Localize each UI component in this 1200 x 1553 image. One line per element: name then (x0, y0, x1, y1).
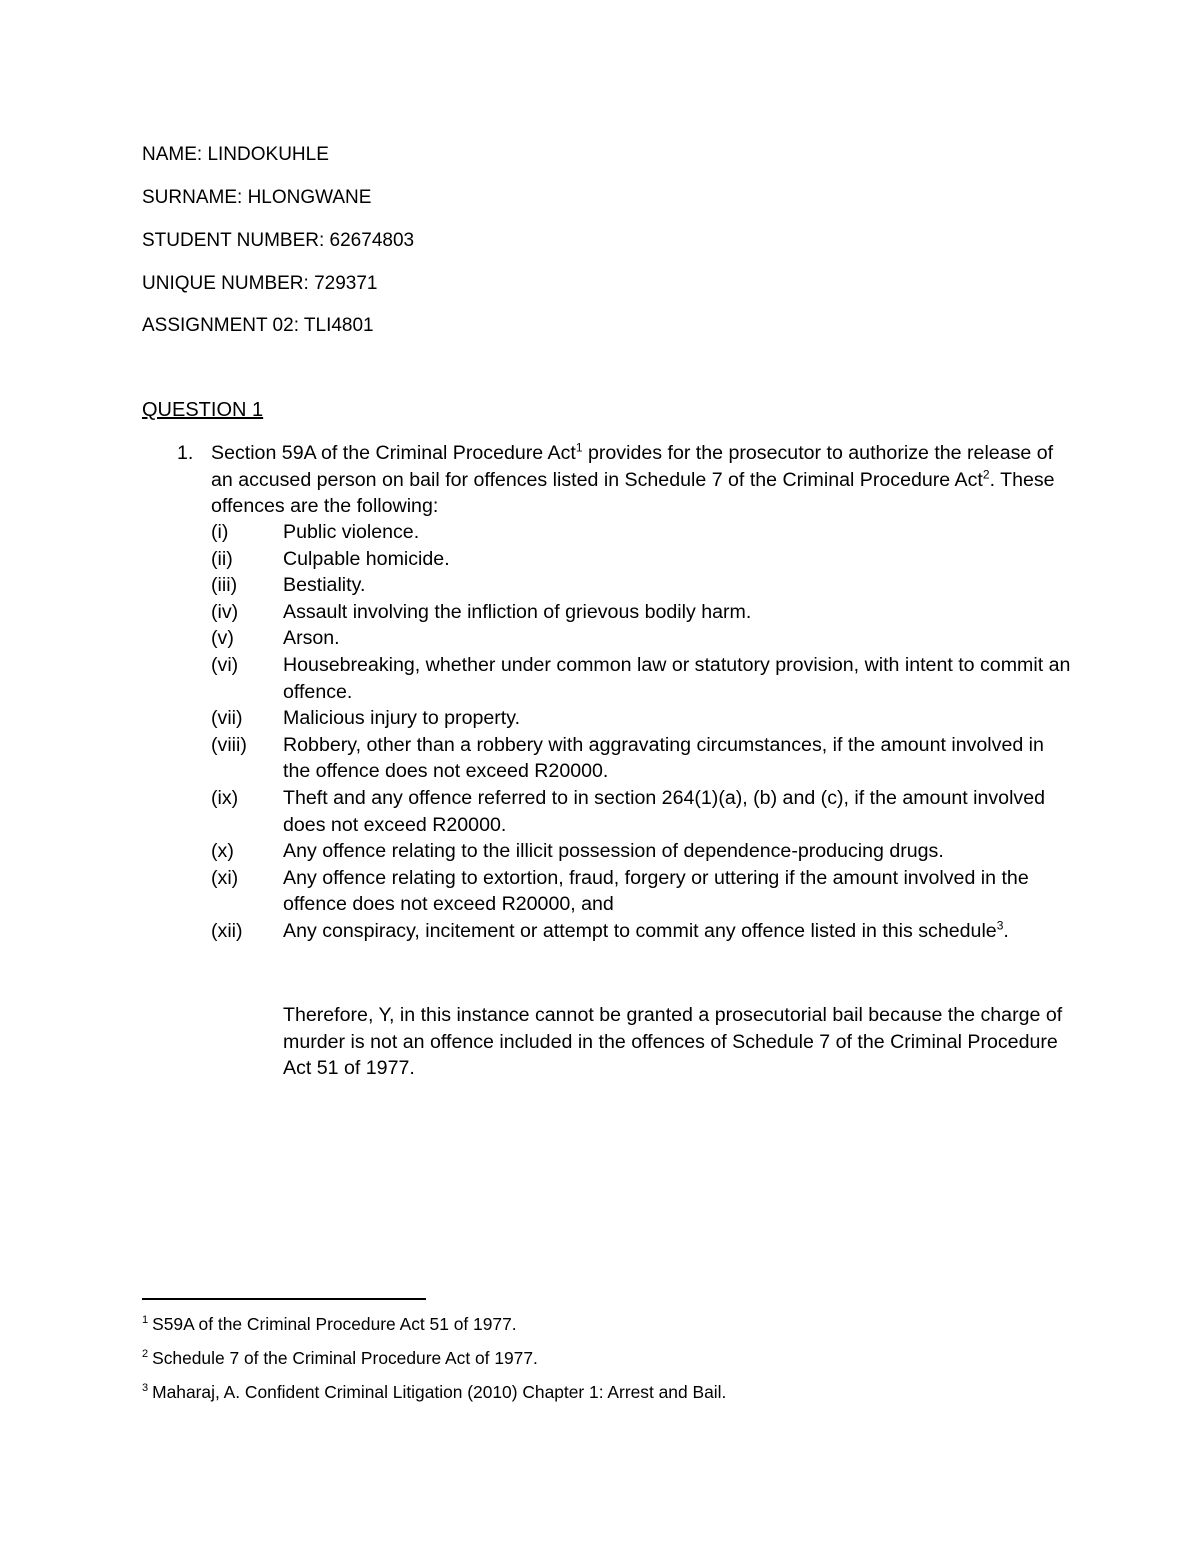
assignment-line: ASSIGNMENT 02: TLI4801 (142, 315, 374, 336)
offence-text-tail: . (1003, 919, 1009, 942)
offence-number: (iii) (211, 574, 238, 597)
offence-number: (ix) (211, 786, 239, 809)
offence-text (283, 918, 1071, 945)
footnote-ref-2: 2 (982, 467, 990, 482)
offence-item (211, 572, 1071, 599)
offence-number: (i) (211, 521, 229, 543)
offence-text: Bestiality. (283, 574, 366, 597)
offence-text: Any offence relating to extortion, fraud, forgery or uttering if the amount involved in the offence does not exceed R20000, and (283, 866, 1029, 916)
offence-number: (v) (211, 627, 234, 650)
offence-item (211, 732, 1071, 785)
offence-number: (viii) (211, 733, 247, 756)
offence-item (211, 625, 1071, 652)
footnote-separator (142, 1298, 426, 1300)
question-intro-paragraph (211, 440, 1071, 520)
footnote-text: Schedule 7 of the Criminal Procedure Act of 1977. (152, 1348, 538, 1368)
name-line: NAME: LINDOKUHLE (142, 144, 329, 165)
offence-number: (xii) (211, 919, 243, 942)
offence-text: Assault involving the infliction of grievous bodily harm. (283, 600, 752, 623)
offence-number: (xi) (211, 866, 239, 889)
footnote-ref-1: 1 (575, 440, 583, 455)
footnote-number: 3 (142, 1382, 149, 1395)
offence-item (211, 785, 1071, 838)
offence-number: (vi) (211, 653, 239, 676)
offence-item (211, 652, 1071, 705)
offence-item (211, 705, 1071, 732)
offence-text: Theft and any offence referred to in section 264(1)(a), (b) and (c), if the amount involved does not exceed R20000. (283, 786, 1046, 836)
surname-line: SURNAME: HLONGWANE (142, 187, 372, 208)
offence-item (211, 838, 1071, 865)
footnote-number: 1 (142, 1314, 149, 1327)
offence-text: Any offence relating to the illicit possession of dependence-producing drugs. (283, 840, 944, 863)
offence-text: Robbery, other than a robbery with aggravating circumstances, if the amount involved in the offence does not exceed R20000. (283, 733, 1044, 783)
offence-number: (vii) (211, 707, 243, 730)
offence-number: (x) (211, 840, 234, 863)
footnote-1 (142, 1313, 517, 1335)
offence-text-main: Any conspiracy, incitement or attempt to commit any offence listed in this schedule (283, 919, 997, 942)
offence-number: (ii) (211, 547, 233, 570)
footnote-number: 2 (142, 1348, 149, 1361)
offence-text: Malicious injury to property. (283, 707, 521, 730)
offence-text: Public violence. (283, 521, 420, 543)
footnote-3 (142, 1381, 726, 1403)
offence-text: Arson. (283, 627, 340, 650)
student-number-line: STUDENT NUMBER: 62674803 (142, 230, 415, 251)
intro-text-part-3: . These offences are the following: (211, 468, 1055, 518)
footnote-text: Maharaj, A. Confident Criminal Litigation (2010) Chapter 1: Arrest and Bail. (152, 1382, 727, 1402)
footnote-text: S59A of the Criminal Procedure Act 51 of 1977. (152, 1314, 517, 1334)
question-heading: QUESTION 1 (142, 399, 264, 421)
question-item-number: 1. (177, 442, 194, 464)
offence-item (211, 519, 1071, 546)
offence-number: (iv) (211, 600, 239, 623)
offence-item (211, 918, 1071, 945)
offence-list (211, 519, 1071, 945)
intro-text-part-1: Section 59A of the Criminal Procedure Act (211, 442, 576, 464)
offence-text: Housebreaking, whether under common law or statutory provision, with intent to commit an offence. (283, 653, 1071, 703)
offence-item (211, 599, 1071, 626)
unique-number-line: UNIQUE NUMBER: 729371 (142, 273, 378, 294)
footnote-ref-3: 3 (996, 918, 1004, 933)
conclusion-paragraph: Therefore, Y, in this instance cannot be granted a prosecutorial bail because the charge of murder is not an offence included in the offences of Schedule 7 of the Criminal Procedure Act 51 of 1977. (283, 1004, 1063, 1080)
offence-text: Culpable homicide. (283, 547, 450, 570)
intro-text-part-2: provides for the prosecutor to authorize the release of an accused person on bail for offences listed in Schedule 7 of the Criminal Procedure Act (211, 442, 1054, 491)
offence-item (211, 865, 1071, 918)
offence-item (211, 546, 1071, 573)
footnote-2 (142, 1347, 538, 1369)
